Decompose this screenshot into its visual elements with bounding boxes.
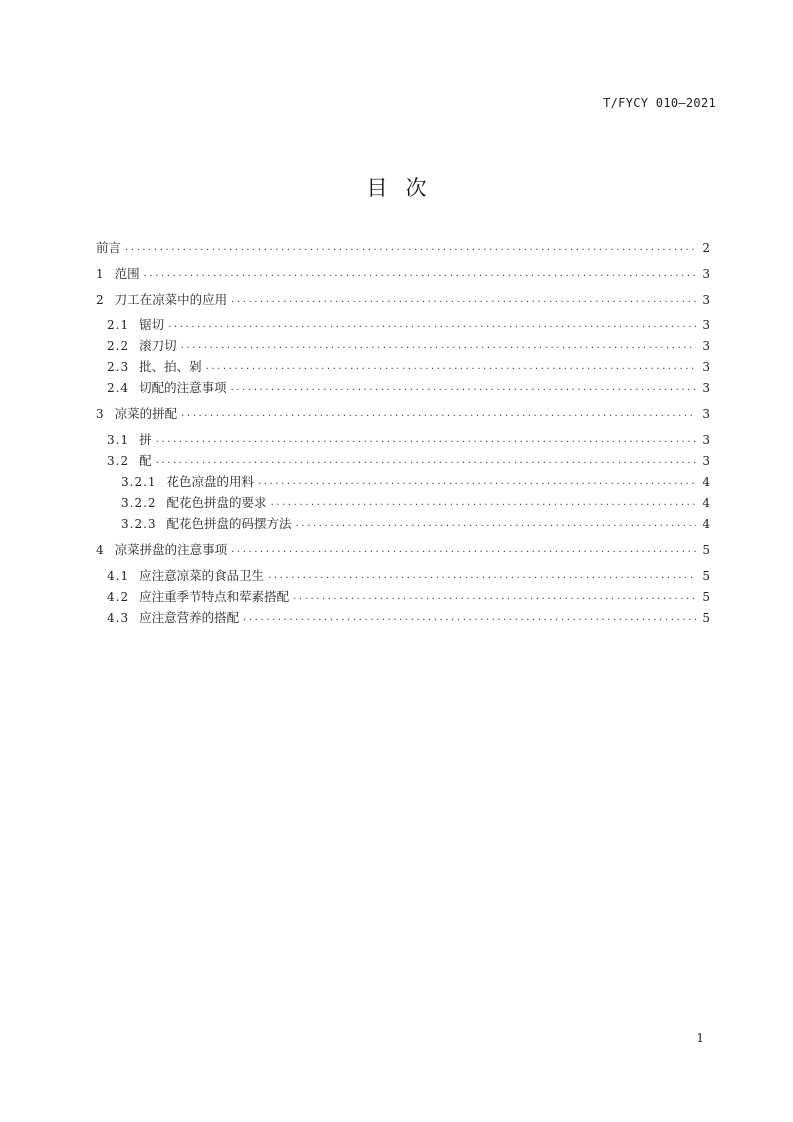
toc-entry-3-2-1[interactable] <box>96 472 710 492</box>
toc-entry-number: 3.2.3 <box>121 517 157 531</box>
toc-entry-page: 5 <box>702 543 710 557</box>
toc-entry-page: 3 <box>702 360 710 374</box>
toc-entry-2-4[interactable] <box>96 378 710 398</box>
toc-entry-page: 3 <box>702 318 710 332</box>
toc-entry-label: 配 <box>139 453 152 468</box>
toc-leader-dots <box>156 451 696 471</box>
toc-entry-page: 5 <box>702 590 710 604</box>
toc-entry-4-2[interactable] <box>96 587 710 607</box>
toc-entry-number: 2 <box>96 293 105 307</box>
toc-entry-label: 刀工在凉菜中的应用 <box>114 292 228 307</box>
toc-leader-dots <box>296 514 696 534</box>
toc-entry-label: 锯切 <box>139 317 165 332</box>
toc-leader-dots <box>125 238 696 258</box>
toc-entry-label: 拼 <box>139 432 152 447</box>
toc-entry-number: 2.1 <box>107 318 130 332</box>
toc-entry-label: 花色凉盘的用料 <box>166 474 255 489</box>
toc-entry-3-2-3[interactable] <box>96 514 710 534</box>
toc-entry-page: 3 <box>702 339 710 353</box>
toc-entry-label: 配花色拼盘的码摆方法 <box>166 516 292 531</box>
toc-title-char: 目 <box>366 176 388 200</box>
toc-entry-number: 2.4 <box>107 381 130 395</box>
toc-title <box>0 172 793 202</box>
footer-page-number: 1 <box>696 1031 704 1045</box>
toc-leader-dots <box>258 472 696 492</box>
toc-leader-dots <box>293 587 696 607</box>
toc-entry-page: 3 <box>702 433 710 447</box>
toc-entry-4-1[interactable] <box>96 566 710 586</box>
toc-entry-page: 4 <box>702 517 710 531</box>
toc-entry-3-1[interactable] <box>96 430 710 450</box>
toc-entry-number: 2.3 <box>107 360 130 374</box>
toc-entry-label: 配花色拼盘的要求 <box>166 495 267 510</box>
toc-entry-3-2[interactable] <box>96 451 710 471</box>
toc-entry-2-2[interactable] <box>96 336 710 356</box>
toc-entry-label: 凉菜的拼配 <box>114 406 178 421</box>
toc-entry-page: 3 <box>702 381 710 395</box>
toc-leader-dots <box>231 540 696 560</box>
toc-entry-label: 切配的注意事项 <box>139 380 227 395</box>
toc-entry-number: 3 <box>96 407 105 421</box>
toc-leader-dots <box>181 336 696 356</box>
toc-entry-3-2-2[interactable] <box>96 493 710 513</box>
toc-leader-dots <box>271 493 696 513</box>
toc-entry-number: 3.1 <box>107 433 130 447</box>
toc-entry-page: 3 <box>702 407 710 421</box>
toc-entry-page: 5 <box>702 569 710 583</box>
toc-entry-label: 应注意凉菜的食品卫生 <box>139 568 265 583</box>
toc-entry-number: 4 <box>96 543 105 557</box>
toc-entry-number: 1 <box>96 267 105 281</box>
toc-leader-dots <box>206 357 696 377</box>
toc-leader-dots <box>268 566 696 586</box>
toc-entry-3[interactable] <box>96 404 710 424</box>
toc-entry-label: 凉菜拼盘的注意事项 <box>114 542 228 557</box>
toc-leader-dots <box>231 290 696 310</box>
toc-leader-dots <box>156 430 696 450</box>
toc-entry-number: 4.3 <box>107 611 130 625</box>
toc-entry-label: 前言 <box>96 240 122 255</box>
toc-entry-2-1[interactable] <box>96 315 710 335</box>
toc-leader-dots <box>181 404 696 424</box>
toc-leader-dots <box>144 264 696 284</box>
toc-entry-number: 3.2.1 <box>121 475 157 489</box>
toc-leader-dots <box>231 378 696 398</box>
toc-entry-page: 4 <box>702 475 710 489</box>
toc-entry-page: 3 <box>702 293 710 307</box>
toc-entry-4[interactable] <box>96 540 710 560</box>
toc-leader-dots <box>243 608 696 628</box>
toc-entry-2[interactable] <box>96 290 710 310</box>
toc-entry-number: 2.2 <box>107 339 130 353</box>
toc-entry-page: 3 <box>702 454 710 468</box>
toc-entry-4-3[interactable] <box>96 608 710 628</box>
toc-entry-label: 范围 <box>114 266 140 281</box>
toc-entry-page: 4 <box>702 496 710 510</box>
toc-entry-number: 3.2.2 <box>121 496 157 510</box>
toc-entry-label: 滚刀切 <box>139 338 177 353</box>
toc-entry-number: 4.1 <box>107 569 130 583</box>
toc-entry-label: 应注意营养的搭配 <box>139 610 240 625</box>
toc-leader-dots <box>168 315 696 335</box>
toc-entry-2-3[interactable] <box>96 357 710 377</box>
toc-entry-label: 批、拍、剁 <box>139 359 202 374</box>
toc-entry-page: 3 <box>702 267 710 281</box>
toc-entry-number: 4.2 <box>107 590 130 604</box>
toc-entry-preface[interactable] <box>96 238 710 258</box>
toc-entry-label: 应注重季节特点和荤素搭配 <box>139 589 290 604</box>
document-code: T/FYCY 010—2021 <box>603 96 716 110</box>
toc-entry-number: 3.2 <box>107 454 130 468</box>
toc-entry-page: 2 <box>702 241 710 255</box>
toc-entry-1[interactable] <box>96 264 710 284</box>
toc-title-char: 次 <box>405 176 427 200</box>
toc-entry-page: 5 <box>702 611 710 625</box>
